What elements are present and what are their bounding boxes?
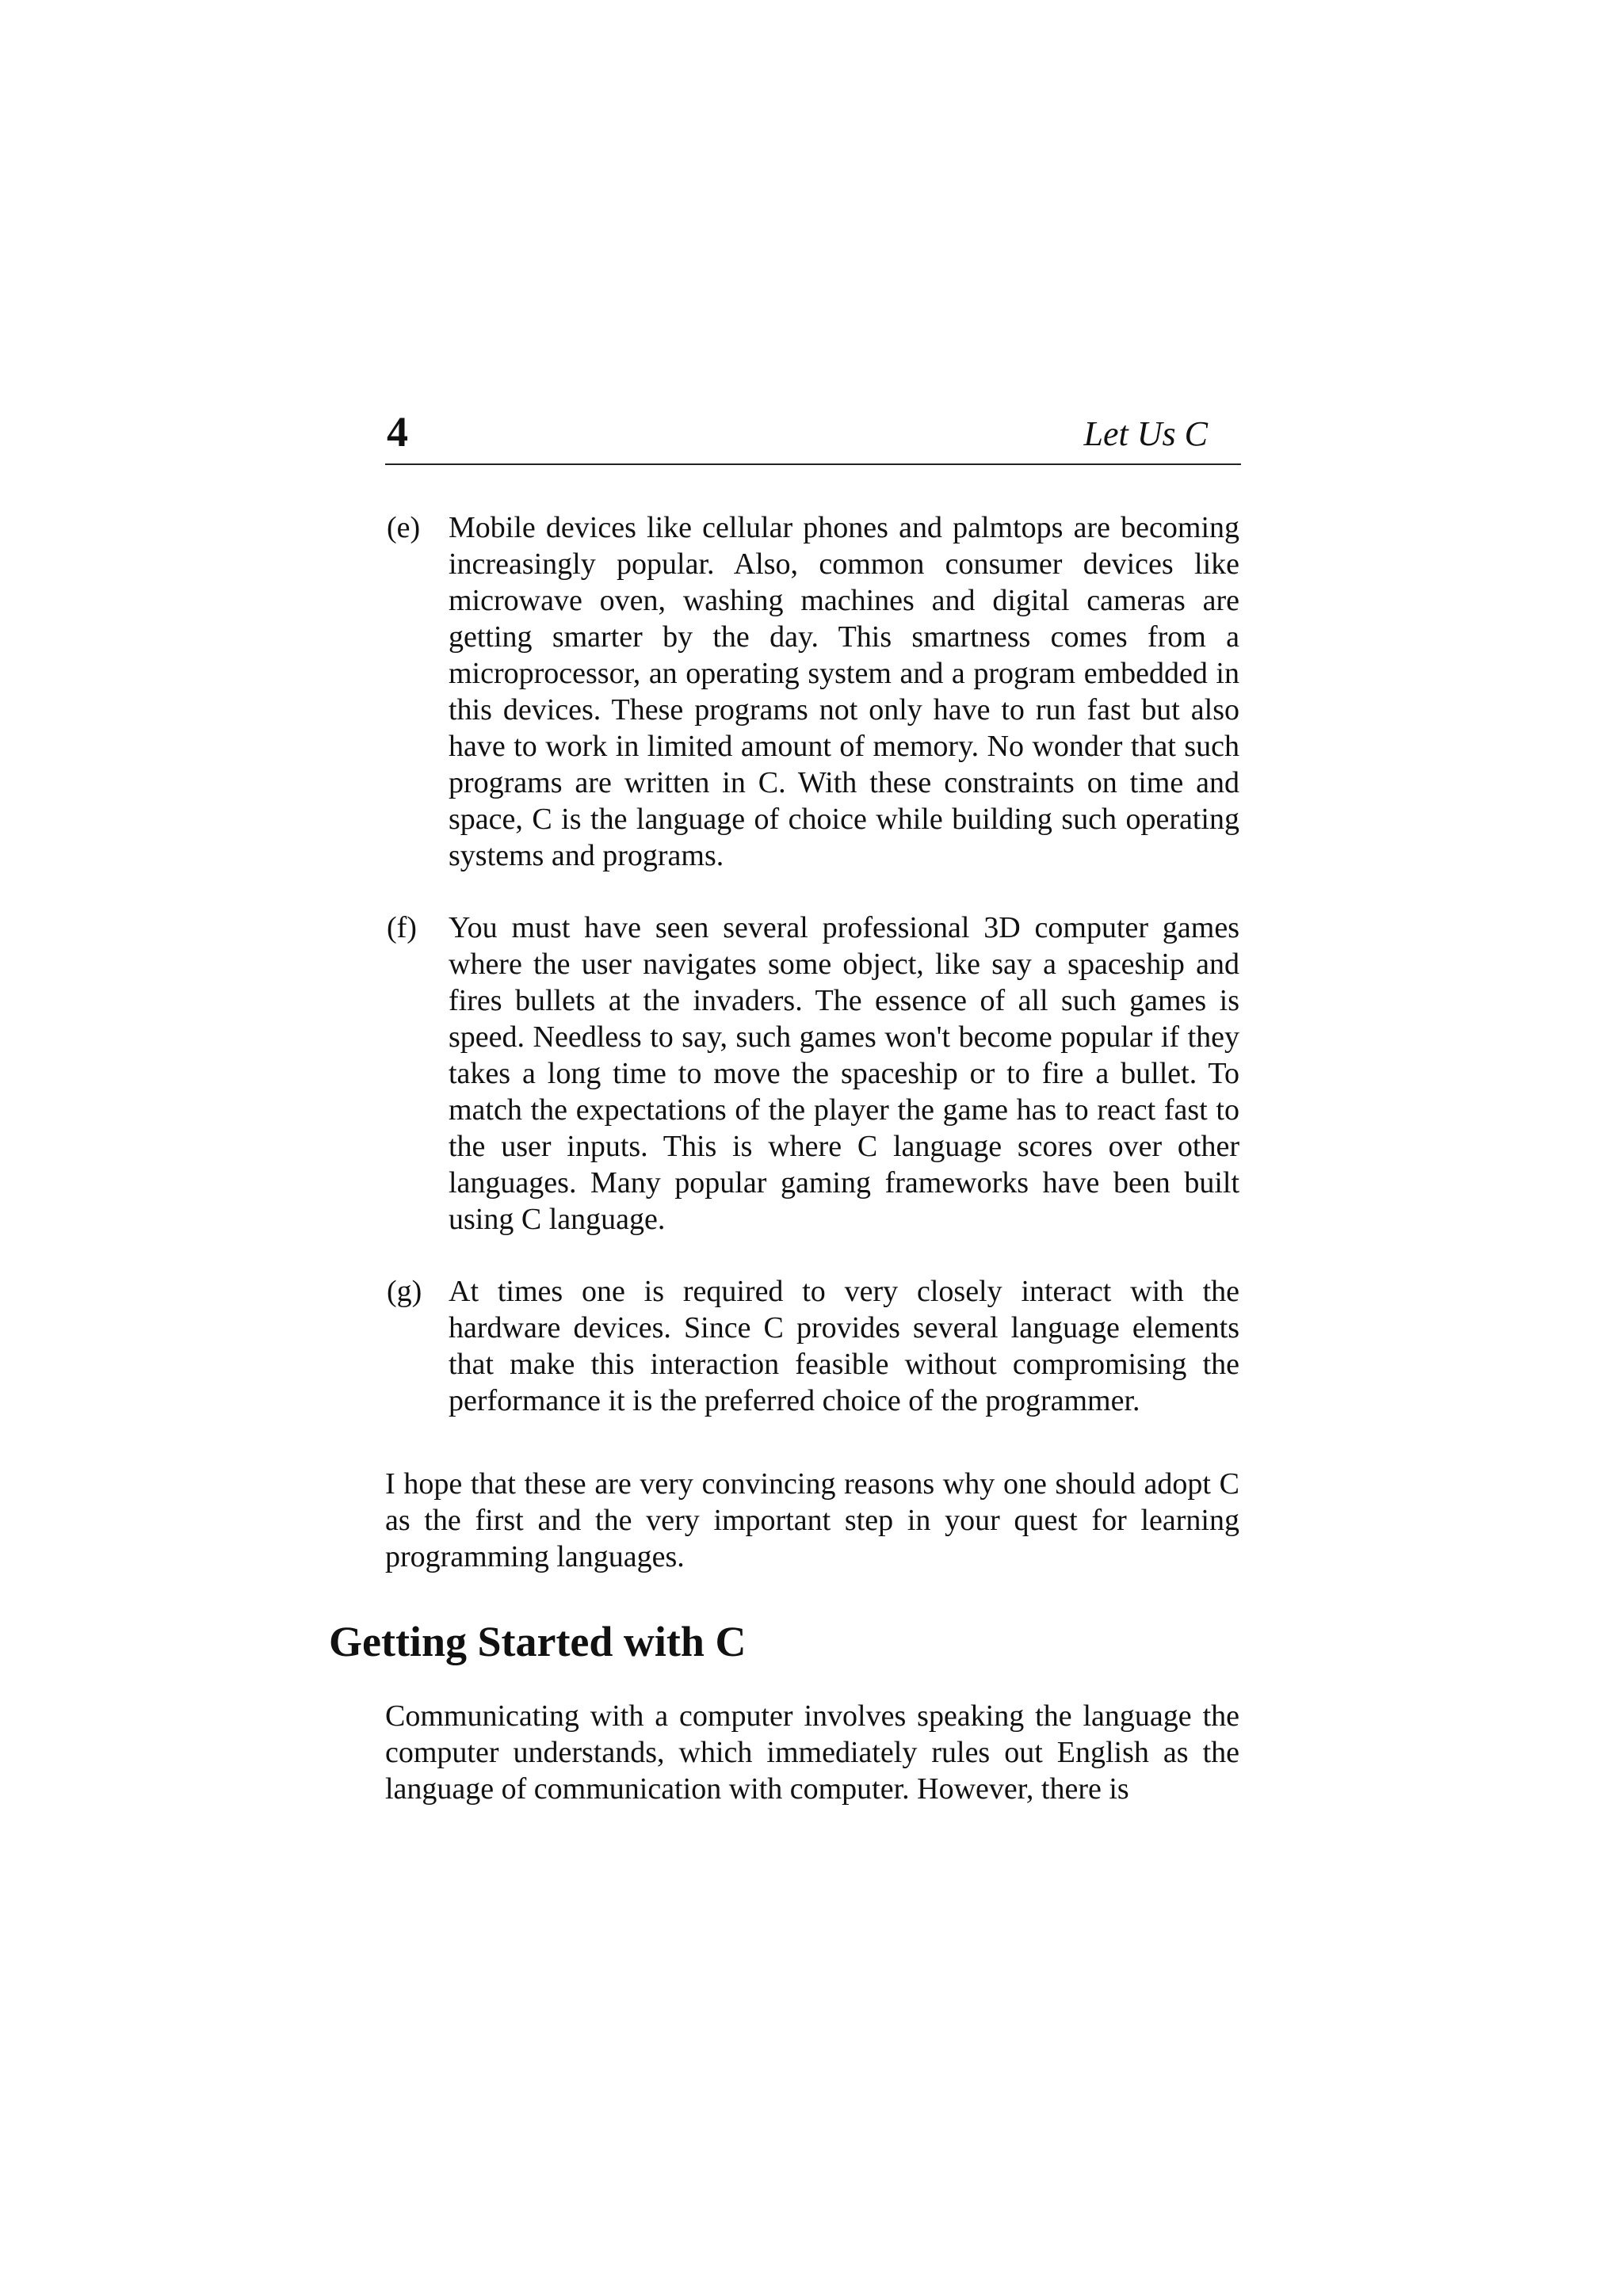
page-header — [385, 408, 1241, 465]
list-item-marker: (f) — [387, 911, 417, 944]
list-item — [385, 910, 1239, 1238]
list-item — [385, 509, 1239, 874]
section-heading: Getting Started with C — [329, 1618, 747, 1665]
list-item-text: At times one is required to very closely interact with the hardware devices. Since C provides several language elements that make this interaction feasible without compromising the performance it is the preferred choice of the programmer. — [449, 1275, 1239, 1417]
running-title: Let Us C — [1083, 414, 1208, 453]
section-intro-paragraph: Communicating with a computer involves speaking the language the computer understands, which immediately rules out English as the language of communication with computer. However, there is — [385, 1699, 1239, 1806]
list-item-marker: (g) — [387, 1275, 422, 1308]
page-number: 4 — [387, 408, 408, 456]
list-item-marker: (e) — [387, 511, 421, 544]
list-item-text: You must have seen several professional 3D computer games where the user navigates some object, like say a spaceship and fires bullets at the invaders. The essence of all such games is speed. Needless to say, such games won't become popular if they takes a long time to move the spaceship or to fire a bullet. To match the expectations of the player the game has to react fast to the user inputs. This is where C language scores over other languages. Many popular gaming frameworks have been built using C language. — [449, 911, 1239, 1236]
list-item — [385, 1273, 1239, 1419]
reasons-list — [385, 509, 1239, 1419]
closing-paragraph: I hope that these are very convincing reasons why one should adopt C as the first and the very important step in your quest for learning programming languages. — [385, 1467, 1239, 1573]
list-item-text: Mobile devices like cellular phones and palmtops are becoming increasingly popular. Also, common consumer devices like microwave oven, washing machines and digital cameras are getting smarter by the day. This smartness comes from a microprocessor, an operating system and a program embedded in this devices. These programs not only have to run fast but also have to work in limited amount of memory. No wonder that such programs are written in C. With these constraints on time and space, C is the language of choice while building such operating systems and programs. — [449, 511, 1239, 872]
